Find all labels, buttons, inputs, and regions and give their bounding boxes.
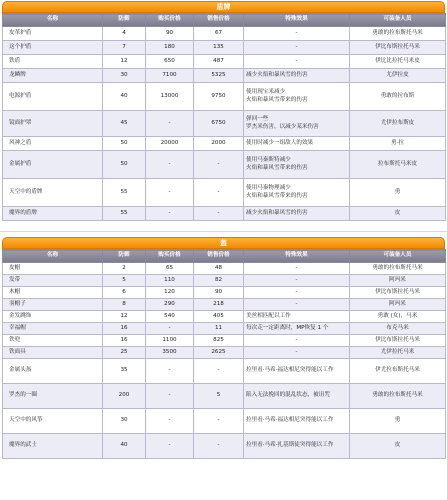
table-row xyxy=(3,323,446,335)
effect-line: 减少火焰和暴风雪的伤害 xyxy=(246,209,308,216)
item-name: 风神之盾 xyxy=(3,137,103,151)
item-buy-price: 180 xyxy=(146,41,194,55)
effect-line: 火焰和暴风雪带来的伤害 xyxy=(246,96,308,103)
item-equippable: 尤伊拉布斯皮 xyxy=(350,111,446,137)
item-defense: 16 xyxy=(103,323,146,335)
helmets-header-sell-price: 销售价格 xyxy=(194,250,244,263)
item-defense: 40 xyxy=(103,83,146,111)
item-name: 皮帽 xyxy=(3,263,103,275)
item-effect xyxy=(244,409,350,434)
item-sell-price: - xyxy=(194,409,244,434)
item-sell-price: 6750 xyxy=(194,111,244,137)
item-name: 魔界的武士 xyxy=(3,434,103,459)
item-effect xyxy=(244,151,350,179)
item-defense: 45 xyxy=(103,111,146,137)
shields-header-defense: 防御 xyxy=(103,14,146,27)
item-equippable: 皮 xyxy=(350,434,446,459)
item-name: 铁面具 xyxy=(3,347,103,359)
item-sell-price: 67 xyxy=(194,27,244,41)
table-row xyxy=(3,27,446,41)
table-row xyxy=(3,207,446,221)
item-effect: - xyxy=(244,347,350,359)
helmets-header-buy-price: 购买价格 xyxy=(146,250,194,263)
shields-table xyxy=(2,13,446,221)
item-name: 金属护盾 xyxy=(3,151,103,179)
table-row xyxy=(3,69,446,83)
item-sell-price: 135 xyxy=(194,41,244,55)
item-equippable: 勇 xyxy=(350,179,446,207)
item-equippable: 伊比比拉托马米皮 xyxy=(350,55,446,69)
item-effect: - xyxy=(244,335,350,347)
item-buy-price: - xyxy=(146,434,194,459)
item-defense: 5 xyxy=(103,275,146,287)
item-buy-price: 110 xyxy=(146,275,194,287)
item-equippable: 布克马米 xyxy=(350,323,446,335)
effect-line: 拉里看·马希·福达相尼突得能以工作 xyxy=(246,417,334,424)
effect-line: 火焰和暴风雪带来的伤害 xyxy=(246,192,308,199)
item-equippable: 皮 xyxy=(350,207,446,221)
item-sell-price: 825 xyxy=(194,335,244,347)
effect-line: 每次走一定距离时，MP恢复 1 个 xyxy=(246,324,329,331)
item-effect xyxy=(244,111,350,137)
item-defense: 30 xyxy=(103,69,146,83)
item-name: 这个护盾 xyxy=(3,41,103,55)
effect-line: 使用时减少一组敌人的效果 xyxy=(246,139,314,146)
item-sell-price: 2625 xyxy=(194,347,244,359)
item-name: 幸福帽 xyxy=(3,323,103,335)
item-defense: 30 xyxy=(103,409,146,434)
item-buy-price: 1100 xyxy=(146,335,194,347)
item-buy-price: 20000 xyxy=(146,137,194,151)
item-sell-price: - xyxy=(194,151,244,179)
item-buy-price: - xyxy=(146,384,194,409)
effect-line: 陷入无法挽回的混乱状态，被诅咒 xyxy=(246,392,330,399)
item-equippable: 阿玛米 xyxy=(350,275,446,287)
item-effect: - xyxy=(244,287,350,299)
item-defense: 6 xyxy=(103,287,146,299)
item-defense: 40 xyxy=(103,434,146,459)
item-defense: 50 xyxy=(103,137,146,151)
effect-line: 弹回一些 xyxy=(246,115,269,122)
item-buy-price: 65 xyxy=(146,263,194,275)
item-sell-price: 5325 xyxy=(194,69,244,83)
item-buy-price: 90 xyxy=(146,27,194,41)
item-defense: 16 xyxy=(103,335,146,347)
item-buy-price: - xyxy=(146,323,194,335)
item-name: 龙鳞牌 xyxy=(3,69,103,83)
item-defense: 55 xyxy=(103,207,146,221)
item-buy-price: - xyxy=(146,179,194,207)
helmets-rows xyxy=(3,263,446,459)
item-sell-price: 5 xyxy=(194,384,244,409)
item-defense: 8 xyxy=(103,299,146,311)
helmets-header-equippable: 可装备人员 xyxy=(350,250,446,263)
item-equippable: 勇·拉 xyxy=(350,137,446,151)
item-equippable: 伊尤拉布斯托马米 xyxy=(350,359,446,384)
effect-line: 罗杰米伤害，以减少某米伤害 xyxy=(246,123,319,130)
item-equippable: 尤伊拉托马米 xyxy=(350,347,446,359)
item-buy-price: 290 xyxy=(146,299,194,311)
item-name: 镜面护罩 xyxy=(3,111,103,137)
item-sell-price: 9750 xyxy=(194,83,244,111)
table-row xyxy=(3,409,446,434)
item-name: 金发跳饰 xyxy=(3,311,103,323)
shields-header-row xyxy=(3,14,446,27)
helmets-section xyxy=(2,237,445,459)
effect-line: 拉里看·马希·福达相尼突得能以工作 xyxy=(246,367,334,374)
table-row xyxy=(3,179,446,207)
item-name: 天空中的盾牌 xyxy=(3,179,103,207)
item-effect: - xyxy=(244,263,350,275)
table-row xyxy=(3,83,446,111)
item-effect xyxy=(244,384,350,409)
item-effect: - xyxy=(244,27,350,41)
item-effect xyxy=(244,207,350,221)
helmets-banner: 盔 xyxy=(2,237,445,249)
helmets-header-row xyxy=(3,250,446,263)
effect-line: 减少火焰和暴风雪的伤害 xyxy=(246,71,308,78)
item-defense: 2 xyxy=(103,263,146,275)
section-divider xyxy=(0,231,447,232)
effect-line: 使用马秦斯特减少 xyxy=(246,156,291,163)
table-row xyxy=(3,55,446,69)
table-row xyxy=(3,434,446,459)
item-sell-price: - xyxy=(194,359,244,384)
item-sell-price: - xyxy=(194,179,244,207)
item-effect xyxy=(244,179,350,207)
effect-line: 使用马秦物理减少 xyxy=(246,184,291,191)
item-equippable: 尤伊拉皮 xyxy=(350,69,446,83)
table-row xyxy=(3,347,446,359)
item-effect xyxy=(244,434,350,459)
shields-section xyxy=(2,1,445,221)
shields-header-buy-price: 购买价格 xyxy=(146,14,194,27)
helmets-header-name: 名称 xyxy=(3,250,103,263)
shields-header-name: 名称 xyxy=(3,14,103,27)
item-effect xyxy=(244,137,350,151)
item-effect: - xyxy=(244,55,350,69)
item-buy-price: - xyxy=(146,359,194,384)
item-equippable: 伊比布斯拉托马米 xyxy=(350,41,446,55)
item-name: 金属头盔 xyxy=(3,359,103,384)
shields-header-sell-price: 销售价格 xyxy=(194,14,244,27)
item-name: 罗杰的一圈 xyxy=(3,384,103,409)
item-sell-price: 90 xyxy=(194,287,244,299)
item-equippable: 勇敢 (女)，马米 xyxy=(350,311,446,323)
item-buy-price: 540 xyxy=(146,311,194,323)
item-equippable: 勇敢的拉布斯托马米 xyxy=(350,384,446,409)
item-equippable: 拉布斯托马米皮 xyxy=(350,151,446,179)
item-sell-price: 48 xyxy=(194,263,244,275)
helmets-header-effect: 特殊效果 xyxy=(244,250,350,263)
helmets-header-defense: 防御 xyxy=(103,250,146,263)
item-buy-price: 3500 xyxy=(146,347,194,359)
table-row xyxy=(3,359,446,384)
item-name: 铁盾 xyxy=(3,55,103,69)
table-row xyxy=(3,287,446,299)
item-defense: 4 xyxy=(103,27,146,41)
item-effect: - xyxy=(244,275,350,287)
table-row xyxy=(3,263,446,275)
effect-line: 拉里看·马希·扎基斯徒突得能以工作 xyxy=(246,442,334,449)
table-row xyxy=(3,299,446,311)
table-row xyxy=(3,335,446,347)
item-equippable: 勇敢的拉布斯 xyxy=(350,83,446,111)
item-effect xyxy=(244,359,350,384)
item-buy-price: 13000 xyxy=(146,83,194,111)
helmets-table xyxy=(2,249,446,459)
item-name: 木帽 xyxy=(3,287,103,299)
item-defense: 25 xyxy=(103,347,146,359)
shields-header-effect: 特殊效果 xyxy=(244,14,350,27)
table-row xyxy=(3,275,446,287)
item-name: 羽帽子 xyxy=(3,299,103,311)
item-sell-price: 487 xyxy=(194,55,244,69)
item-defense: 55 xyxy=(103,179,146,207)
item-sell-price: - xyxy=(194,434,244,459)
shields-banner: 盾牌 xyxy=(2,1,445,13)
item-buy-price: 7100 xyxy=(146,69,194,83)
table-row xyxy=(3,137,446,151)
item-effect xyxy=(244,323,350,335)
shields-header-equippable: 可装备人员 xyxy=(350,14,446,27)
item-equippable: 勇敢的拉布斯托马米 xyxy=(350,27,446,41)
item-defense: 200 xyxy=(103,384,146,409)
item-equippable: 伊比布斯拉托马米 xyxy=(350,335,446,347)
table-row xyxy=(3,41,446,55)
item-name: 皮革护盾 xyxy=(3,27,103,41)
item-effect: - xyxy=(244,299,350,311)
item-buy-price: 120 xyxy=(146,287,194,299)
item-sell-price: 405 xyxy=(194,311,244,323)
item-buy-price: - xyxy=(146,111,194,137)
item-sell-price: 82 xyxy=(194,275,244,287)
item-buy-price: - xyxy=(146,207,194,221)
item-buy-price: - xyxy=(146,409,194,434)
item-equippable: 勇敢的拉布斯托马米 xyxy=(350,263,446,275)
item-name: 魔界的盾牌 xyxy=(3,207,103,221)
item-effect xyxy=(244,311,350,323)
item-sell-price: 11 xyxy=(194,323,244,335)
item-name: 电源护盾 xyxy=(3,83,103,111)
item-effect xyxy=(244,69,350,83)
shields-rows xyxy=(3,27,446,221)
item-name: 铁兜 xyxy=(3,335,103,347)
table-row xyxy=(3,151,446,179)
item-defense: 50 xyxy=(103,151,146,179)
item-name: 发带 xyxy=(3,275,103,287)
item-buy-price: 650 xyxy=(146,55,194,69)
item-name: 天空中的风筝 xyxy=(3,409,103,434)
table-row xyxy=(3,111,446,137)
effect-line: 火焰和暴风雪带来的伤害 xyxy=(246,164,308,171)
item-defense: 12 xyxy=(103,311,146,323)
item-equippable: 伊比布斯拉托马米 xyxy=(350,287,446,299)
item-sell-price: - xyxy=(194,207,244,221)
item-defense: 7 xyxy=(103,41,146,55)
item-effect xyxy=(244,83,350,111)
item-defense: 35 xyxy=(103,359,146,384)
item-defense: 12 xyxy=(103,55,146,69)
table-row xyxy=(3,311,446,323)
item-sell-price: 218 xyxy=(194,299,244,311)
item-effect: - xyxy=(244,41,350,55)
item-equippable: 勇 xyxy=(350,409,446,434)
effect-line: 美丝相匹配以工作 xyxy=(246,312,291,319)
table-row xyxy=(3,384,446,409)
item-equippable: 阿玛米 xyxy=(350,299,446,311)
effect-line: 使用现宝米减少 xyxy=(246,88,286,95)
item-sell-price: 2000 xyxy=(194,137,244,151)
item-buy-price: - xyxy=(146,151,194,179)
